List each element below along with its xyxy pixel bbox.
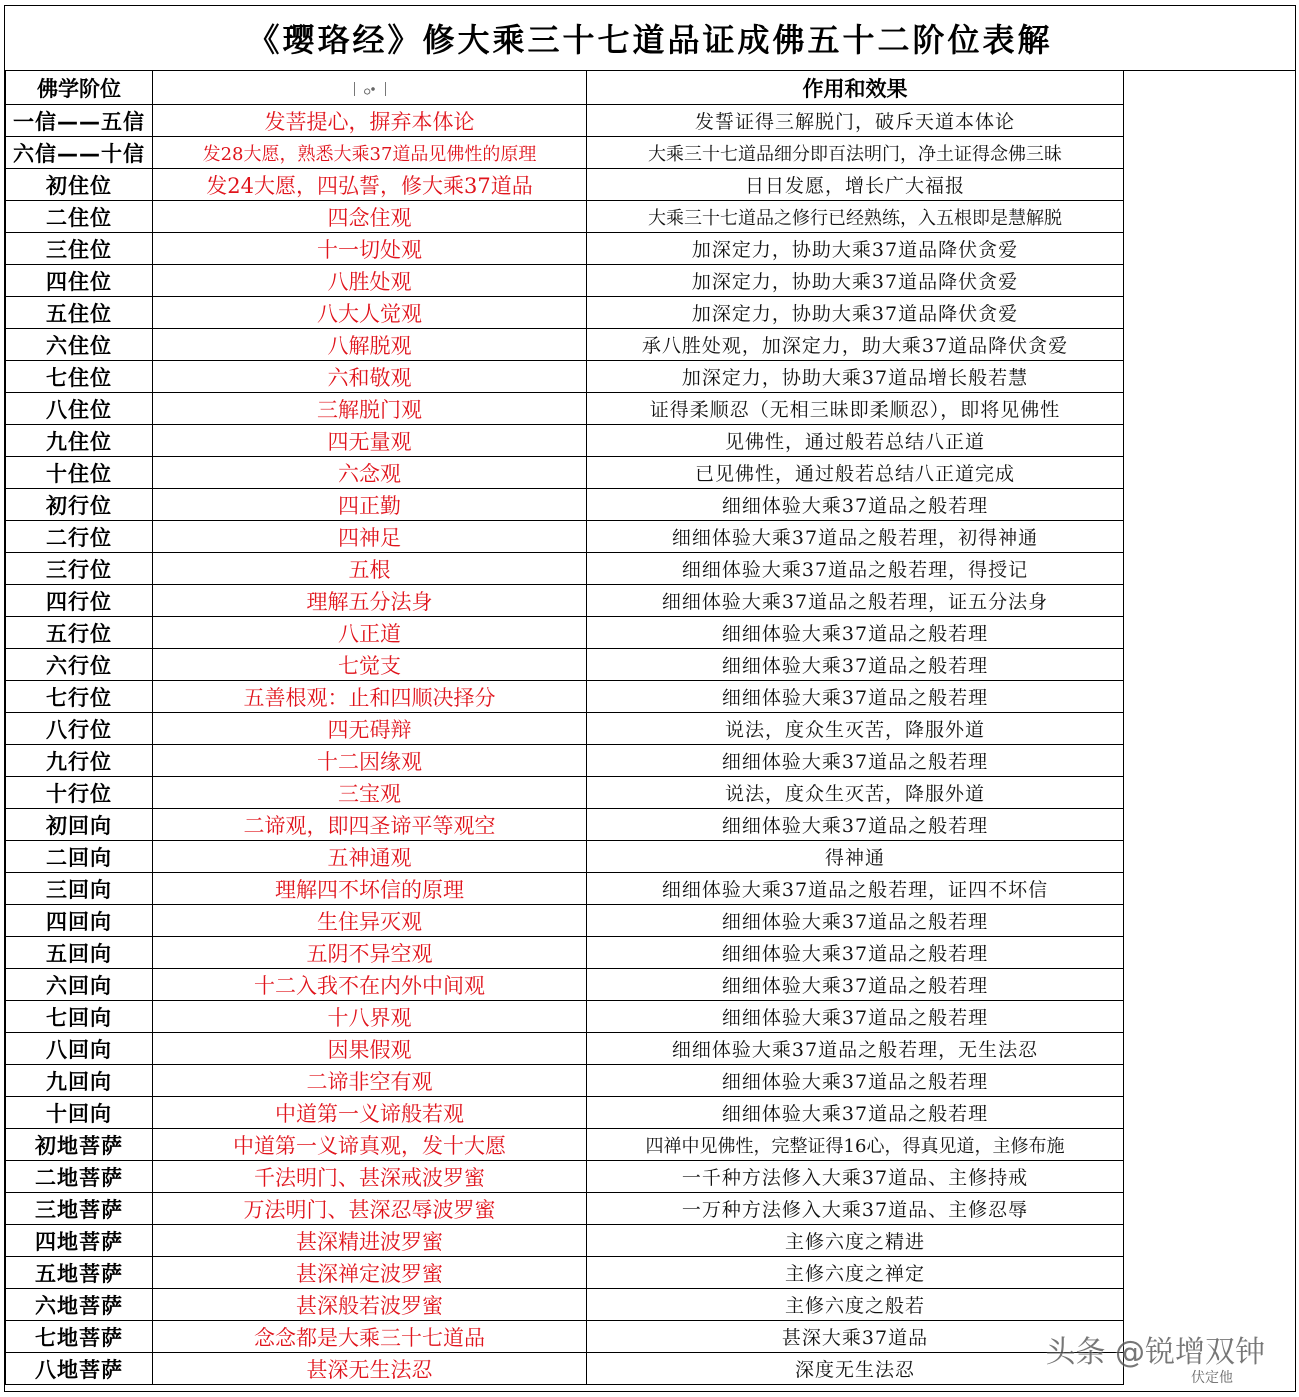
empty-cell <box>1124 105 1296 137</box>
stage-cell: 九住位 <box>6 425 153 457</box>
empty-cell <box>1124 713 1296 745</box>
effect-cell: 主修六度之般若 <box>587 1289 1124 1321</box>
table-row <box>6 489 1296 521</box>
practice-cell: 生住异灭观 <box>153 905 587 937</box>
practice-cell: 四无量观 <box>153 425 587 457</box>
empty-cell <box>1124 169 1296 201</box>
stage-cell: 初住位 <box>6 169 153 201</box>
stage-cell: 七住位 <box>6 361 153 393</box>
effect-cell: 主修六度之精进 <box>587 1225 1124 1257</box>
empty-cell <box>1124 905 1296 937</box>
practice-cell: 三宝观 <box>153 777 587 809</box>
effect-cell: 细细体验大乘37道品之般若理 <box>587 969 1124 1001</box>
empty-cell <box>1124 1129 1296 1161</box>
stage-cell: 四住位 <box>6 265 153 297</box>
effect-cell: 细细体验大乘37道品之般若理 <box>587 937 1124 969</box>
header-practice-text: ꢀ <box>354 82 386 96</box>
empty-cell <box>1124 841 1296 873</box>
table-row <box>6 713 1296 745</box>
empty-cell <box>1124 201 1296 233</box>
empty-cell <box>1124 1193 1296 1225</box>
stage-cell: 二地菩萨 <box>6 1161 153 1193</box>
empty-cell <box>1124 1289 1296 1321</box>
effect-cell: 日日发愿，增长广大福报 <box>587 169 1124 201</box>
empty-cell <box>1124 873 1296 905</box>
practice-cell: 因果假观 <box>153 1033 587 1065</box>
stage-cell: 五地菩萨 <box>6 1257 153 1289</box>
empty-cell <box>1124 937 1296 969</box>
empty-cell <box>1124 297 1296 329</box>
effect-cell: 大乘三十七道品细分即百法明门，净土证得念佛三昧 <box>587 137 1124 169</box>
empty-cell <box>1124 745 1296 777</box>
stage-cell: 六行位 <box>6 649 153 681</box>
effect-cell: 加深定力，协助大乘37道品降伏贪爱 <box>587 233 1124 265</box>
table-row <box>6 969 1296 1001</box>
practice-cell: 四念住观 <box>153 201 587 233</box>
effect-cell: 一万种方法修入大乘37道品、主修忍辱 <box>587 1193 1124 1225</box>
table-row <box>6 681 1296 713</box>
empty-cell <box>1124 649 1296 681</box>
empty-cell <box>1124 809 1296 841</box>
stage-cell: 三住位 <box>6 233 153 265</box>
empty-cell <box>1124 777 1296 809</box>
effect-cell: 加深定力，协助大乘37道品降伏贪爱 <box>587 265 1124 297</box>
effect-cell: 主修六度之禅定 <box>587 1257 1124 1289</box>
effect-cell: 细细体验大乘37道品之般若理 <box>587 1097 1124 1129</box>
effect-cell: 细细体验大乘37道品之般若理 <box>587 809 1124 841</box>
effect-cell: 说法，度众生灭苦，降服外道 <box>587 713 1124 745</box>
effect-cell: 得神通 <box>587 841 1124 873</box>
table-row <box>6 873 1296 905</box>
empty-cell <box>1124 617 1296 649</box>
effect-cell: 细细体验大乘37道品之般若理，无生法忍 <box>587 1033 1124 1065</box>
table-row <box>6 1129 1296 1161</box>
practice-cell: 念念都是大乘三十七道品 <box>153 1321 587 1353</box>
stage-cell: 九行位 <box>6 745 153 777</box>
stage-cell: 八住位 <box>6 393 153 425</box>
stage-cell: 十行位 <box>6 777 153 809</box>
corner-text: 伏定他 <box>1191 1370 1233 1386</box>
header-effect: 作用和效果 <box>587 71 1124 105</box>
practice-cell: 八正道 <box>153 617 587 649</box>
effect-cell: 细细体验大乘37道品之般若理，初得神通 <box>587 521 1124 553</box>
practice-cell: 六和敬观 <box>153 361 587 393</box>
stage-cell: 十住位 <box>6 457 153 489</box>
practice-cell: 理解五分法身 <box>153 585 587 617</box>
effect-cell: 细细体验大乘37道品之般若理 <box>587 681 1124 713</box>
table-row <box>6 457 1296 489</box>
empty-cell <box>1124 1033 1296 1065</box>
stage-cell: 四回向 <box>6 905 153 937</box>
table-row <box>6 1161 1296 1193</box>
stages-table <box>5 70 1296 1385</box>
effect-cell: 细细体验大乘37道品之般若理 <box>587 1001 1124 1033</box>
effect-cell: 已见佛性，通过般若总结八正道完成 <box>587 457 1124 489</box>
practice-cell: 七觉支 <box>153 649 587 681</box>
practice-cell: 五善根观：止和四顺决择分 <box>153 681 587 713</box>
stage-cell: 初回向 <box>6 809 153 841</box>
table-row <box>6 1193 1296 1225</box>
table-row <box>6 137 1296 169</box>
empty-cell <box>1124 233 1296 265</box>
stage-cell: 四地菩萨 <box>6 1225 153 1257</box>
table-row <box>6 1097 1296 1129</box>
table-row <box>6 297 1296 329</box>
practice-cell: 发28大愿，熟悉大乘37道品见佛性的原理 <box>153 137 587 169</box>
empty-cell <box>1124 71 1296 105</box>
practice-cell: 四无碍辩 <box>153 713 587 745</box>
table-row <box>6 329 1296 361</box>
table-row <box>6 1225 1296 1257</box>
practice-cell: 发24大愿，四弘誓，修大乘37道品 <box>153 169 587 201</box>
practice-cell: 五神通观 <box>153 841 587 873</box>
stage-cell: 七回向 <box>6 1001 153 1033</box>
effect-cell: 细细体验大乘37道品之般若理 <box>587 489 1124 521</box>
practice-cell: 四正勤 <box>153 489 587 521</box>
spreadsheet <box>4 5 1296 1392</box>
effect-cell: 发誓证得三解脱门，破斥天道本体论 <box>587 105 1124 137</box>
empty-cell <box>1124 1097 1296 1129</box>
effect-cell: 大乘三十七道品之修行已经熟练，入五根即是慧解脱 <box>587 201 1124 233</box>
table-row <box>6 553 1296 585</box>
practice-cell: 甚深精进波罗蜜 <box>153 1225 587 1257</box>
table-header-row <box>6 71 1296 105</box>
effect-cell: 甚深大乘37道品 <box>587 1321 1124 1353</box>
table-row <box>6 169 1296 201</box>
practice-cell: 三解脱门观 <box>153 393 587 425</box>
table-row <box>6 809 1296 841</box>
practice-cell: 甚深般若波罗蜜 <box>153 1289 587 1321</box>
stage-cell: 一信——五信 <box>6 105 153 137</box>
table-row <box>6 1257 1296 1289</box>
stage-cell: 六地菩萨 <box>6 1289 153 1321</box>
effect-cell: 加深定力，协助大乘37道品降伏贪爱 <box>587 297 1124 329</box>
stage-cell: 八回向 <box>6 1033 153 1065</box>
table-row <box>6 777 1296 809</box>
stage-cell: 二行位 <box>6 521 153 553</box>
stage-cell: 三行位 <box>6 553 153 585</box>
effect-cell: 细细体验大乘37道品之般若理 <box>587 617 1124 649</box>
empty-cell <box>1124 1225 1296 1257</box>
practice-cell: 中道第一义谛真观，发十大愿 <box>153 1129 587 1161</box>
stage-cell: 六住位 <box>6 329 153 361</box>
empty-cell <box>1124 1257 1296 1289</box>
stage-cell: 二住位 <box>6 201 153 233</box>
practice-cell: 中道第一义谛般若观 <box>153 1097 587 1129</box>
table-row <box>6 105 1296 137</box>
empty-cell <box>1124 457 1296 489</box>
stage-cell: 三地菩萨 <box>6 1193 153 1225</box>
practice-cell: 八解脱观 <box>153 329 587 361</box>
empty-cell <box>1124 329 1296 361</box>
header-practice <box>153 71 587 105</box>
practice-cell: 五根 <box>153 553 587 585</box>
effect-cell: 细细体验大乘37道品之般若理，得授记 <box>587 553 1124 585</box>
table-row <box>6 521 1296 553</box>
stage-cell: 五行位 <box>6 617 153 649</box>
table-row <box>6 937 1296 969</box>
stage-cell: 七地菩萨 <box>6 1321 153 1353</box>
stage-cell: 五回向 <box>6 937 153 969</box>
table-row <box>6 1033 1296 1065</box>
practice-cell: 十一切处观 <box>153 233 587 265</box>
table-row <box>6 361 1296 393</box>
empty-cell <box>1124 265 1296 297</box>
effect-cell: 细细体验大乘37道品之般若理 <box>587 649 1124 681</box>
table-row <box>6 745 1296 777</box>
effect-cell: 细细体验大乘37道品之般若理，证四不坏信 <box>587 873 1124 905</box>
stage-cell: 二回向 <box>6 841 153 873</box>
effect-cell: 四禅中见佛性，完整证得16心，得真见道，主修布施 <box>587 1129 1124 1161</box>
empty-cell <box>1124 1161 1296 1193</box>
effect-cell: 说法，度众生灭苦，降服外道 <box>587 777 1124 809</box>
effect-cell: 一千种方法修入大乘37道品、主修持戒 <box>587 1161 1124 1193</box>
stage-cell: 五住位 <box>6 297 153 329</box>
practice-cell: 甚深无生法忍 <box>153 1353 587 1385</box>
practice-cell: 四神足 <box>153 521 587 553</box>
practice-cell: 发菩提心，摒弃本体论 <box>153 105 587 137</box>
effect-cell: 细细体验大乘37道品之般若理 <box>587 1065 1124 1097</box>
practice-cell: 十二入我不在内外中间观 <box>153 969 587 1001</box>
empty-cell <box>1124 425 1296 457</box>
page-title: 《璎珞经》修大乘三十七道品证成佛五十二阶位表解 <box>5 6 1295 71</box>
empty-cell <box>1124 969 1296 1001</box>
practice-cell: 六念观 <box>153 457 587 489</box>
stage-cell: 八行位 <box>6 713 153 745</box>
practice-cell: 二谛非空有观 <box>153 1065 587 1097</box>
empty-cell <box>1124 1001 1296 1033</box>
practice-cell: 八胜处观 <box>153 265 587 297</box>
effect-cell: 细细体验大乘37道品之般若理 <box>587 905 1124 937</box>
table-row <box>6 649 1296 681</box>
effect-cell: 细细体验大乘37道品之般若理 <box>587 745 1124 777</box>
table-row <box>6 905 1296 937</box>
watermark-text: 头条 @锐增双钟 <box>1045 1335 1265 1370</box>
stage-cell: 初地菩萨 <box>6 1129 153 1161</box>
stage-cell: 七行位 <box>6 681 153 713</box>
empty-cell <box>1124 553 1296 585</box>
empty-cell <box>1124 681 1296 713</box>
empty-cell <box>1124 137 1296 169</box>
empty-cell <box>1124 393 1296 425</box>
practice-cell: 十八界观 <box>153 1001 587 1033</box>
practice-cell: 八大人觉观 <box>153 297 587 329</box>
practice-cell: 十二因缘观 <box>153 745 587 777</box>
empty-cell <box>1124 489 1296 521</box>
effect-cell: 加深定力，协助大乘37道品增长般若慧 <box>587 361 1124 393</box>
table-row <box>6 1001 1296 1033</box>
table-row <box>6 233 1296 265</box>
stage-cell: 八地菩萨 <box>6 1353 153 1385</box>
table-row <box>6 841 1296 873</box>
stage-cell: 九回向 <box>6 1065 153 1097</box>
stage-cell: 十回向 <box>6 1097 153 1129</box>
stage-cell: 四行位 <box>6 585 153 617</box>
effect-cell: 见佛性，通过般若总结八正道 <box>587 425 1124 457</box>
practice-cell: 千法明门、甚深戒波罗蜜 <box>153 1161 587 1193</box>
empty-cell <box>1124 1065 1296 1097</box>
empty-cell <box>1124 521 1296 553</box>
practice-cell: 理解四不坏信的原理 <box>153 873 587 905</box>
table-row <box>6 425 1296 457</box>
effect-cell: 深度无生法忍 <box>587 1353 1124 1385</box>
stage-cell: 三回向 <box>6 873 153 905</box>
header-stage: 佛学阶位 <box>6 71 153 105</box>
empty-cell <box>1124 361 1296 393</box>
practice-cell: 甚深禅定波罗蜜 <box>153 1257 587 1289</box>
effect-cell: 证得柔顺忍（无相三昧即柔顺忍），即将见佛性 <box>587 393 1124 425</box>
stage-cell: 六回向 <box>6 969 153 1001</box>
table-row <box>6 617 1296 649</box>
table-row <box>6 585 1296 617</box>
practice-cell: 二谛观，即四圣谛平等观空 <box>153 809 587 841</box>
table-row <box>6 201 1296 233</box>
practice-cell: 万法明门、甚深忍辱波罗蜜 <box>153 1193 587 1225</box>
empty-cell <box>1124 585 1296 617</box>
table-row <box>6 1289 1296 1321</box>
table-row <box>6 265 1296 297</box>
effect-cell: 承八胜处观，加深定力，助大乘37道品降伏贪爱 <box>587 329 1124 361</box>
stage-cell: 六信——十信 <box>6 137 153 169</box>
stage-cell: 初行位 <box>6 489 153 521</box>
effect-cell: 细细体验大乘37道品之般若理，证五分法身 <box>587 585 1124 617</box>
table-row <box>6 393 1296 425</box>
practice-cell: 五阴不异空观 <box>153 937 587 969</box>
table-row <box>6 1065 1296 1097</box>
